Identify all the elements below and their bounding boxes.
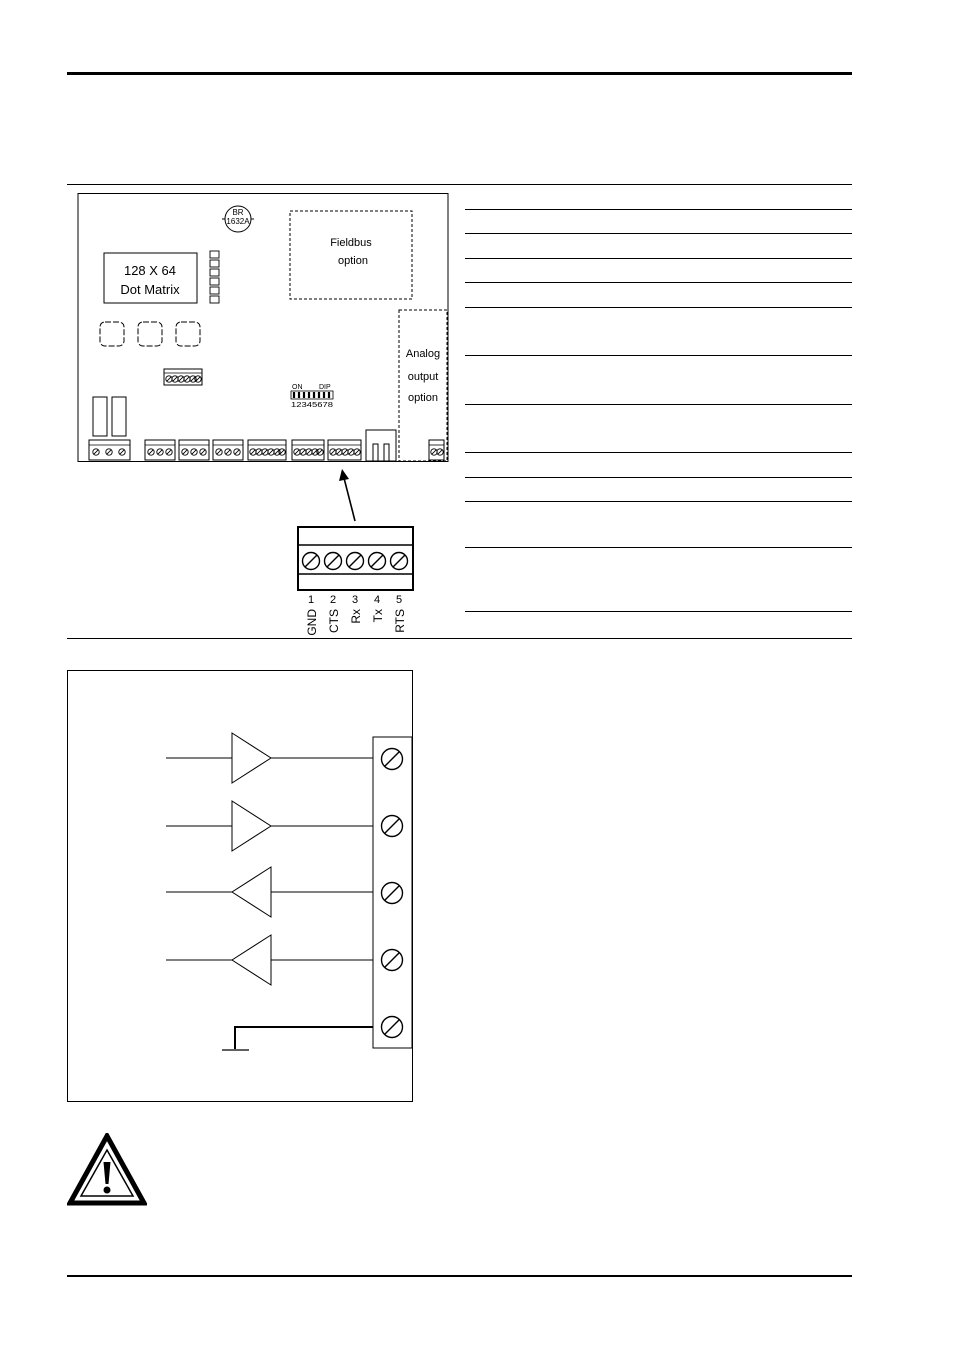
battery-label-2: 1632A [226, 217, 250, 226]
fieldbus-option [290, 211, 412, 299]
analog-output-option [399, 310, 447, 461]
line-driver [166, 733, 373, 783]
terminal-block-3 [179, 440, 209, 460]
line-receiver [166, 935, 373, 985]
line-receiver [166, 867, 373, 917]
schematic-frame [68, 671, 413, 1102]
push-buttons [100, 322, 200, 346]
footer-rule [67, 1275, 852, 1277]
fieldbus-label-1: Fieldbus [330, 237, 372, 249]
fieldbus-label-2: option [338, 255, 368, 267]
board-outline [78, 194, 448, 462]
pin-name: Tx [371, 609, 385, 623]
pin-name: GND [305, 609, 319, 636]
pin-name: CTS [327, 609, 341, 633]
schematic-terminal-strip [373, 737, 412, 1048]
pointer-arrow [339, 469, 355, 521]
terminal-block-3 [213, 440, 243, 460]
terminal-blocks [89, 440, 444, 460]
pin-number: 5 [395, 594, 403, 606]
battery-label-1: BR [232, 208, 244, 217]
pin-numbers [308, 594, 402, 606]
analog-label-2: output [407, 371, 439, 383]
pin-number: 3 [351, 594, 359, 606]
led-column [210, 251, 219, 303]
rs232-connector-enlarged [298, 527, 413, 590]
display-label-1: 128 X 64 [123, 263, 177, 278]
rj-jack [366, 430, 396, 461]
terminal-block-5-rs232 [328, 440, 361, 460]
terminal-block-2 [429, 440, 444, 460]
terminal-block-6 [248, 440, 286, 460]
pin-number: 2 [329, 594, 337, 606]
interface-schematic [0, 660, 955, 1120]
battery [222, 206, 254, 232]
terminal-block-3 [89, 440, 130, 460]
pin-name: RTS [393, 609, 407, 633]
pin-number: 1 [307, 594, 315, 606]
relays [93, 397, 126, 436]
display-label-2: Dot Matrix [120, 282, 180, 297]
dip-numbers: 12345678 [291, 402, 334, 409]
terminal-block-3 [145, 440, 175, 460]
warning-triangle-icon [67, 1133, 147, 1207]
board-diagram [0, 0, 955, 660]
pin-number: 4 [373, 594, 381, 606]
pin-name: Rx [349, 609, 363, 624]
ground-symbol-icon [222, 1027, 373, 1050]
analog-label-1: Analog [405, 348, 441, 360]
dip-label: DIP [319, 384, 331, 391]
dip-on-label: ON [292, 384, 303, 391]
dot-matrix-display [104, 253, 197, 303]
pin-names [305, 609, 407, 636]
terminal-block-5 [292, 440, 324, 460]
dip-switch [291, 384, 333, 409]
line-driver [166, 801, 373, 851]
analog-label-3: option [408, 392, 438, 404]
pin-header [164, 369, 202, 385]
